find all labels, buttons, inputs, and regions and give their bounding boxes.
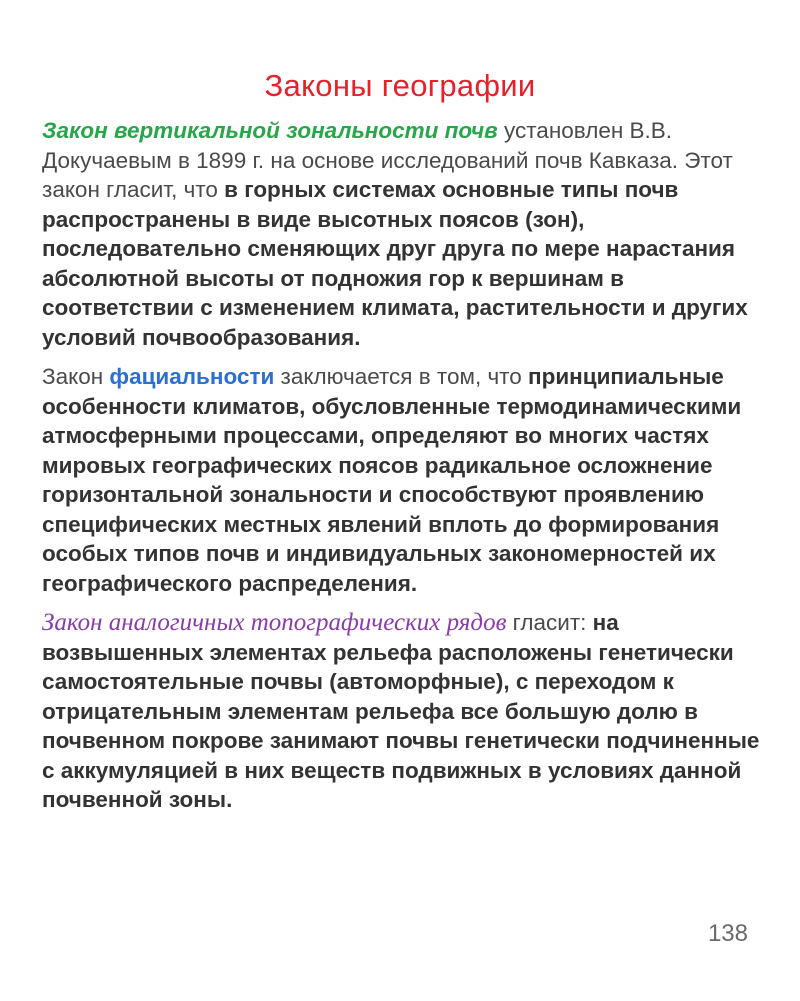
term-faciality: фациальности bbox=[109, 364, 275, 389]
page-number: 138 bbox=[707, 920, 748, 947]
paragraph-vertical-zonality bbox=[42, 116, 762, 352]
paragraph-bold-text: на возвышенных элементах рельефа расположены генетически самостоятельные почвы (автоморфные), с переходом к отрицательным элементам рельефа все большую долю в почвенном покрове занимают почвы генетически подчиненные с аккумуляцией в них веществ подвижных в условиях данной почвенной зоны. bbox=[42, 610, 760, 812]
paragraph-text: гласит: bbox=[506, 610, 593, 635]
page-title: Законы географии bbox=[264, 68, 536, 103]
paragraph-text: установлен В.В. Докучаевым в 1899 г. на основе исследований почв Кавказа. Этот закон гласит, что bbox=[42, 118, 733, 202]
paragraph-bold-text: в горных системах основные типы почв распространены в виде высотных поясов (зон), последовательно сменяющих друг друга по мере нарастания абсолютной высоты от подножия гор к вершинам в соответствии с изменением климата, растительности и других условий почвообразования. bbox=[42, 177, 748, 350]
term-vertical-zonality: Закон вертикальной зональности почв bbox=[42, 118, 498, 143]
term-topographic-series: Закон аналогичных топографических рядов bbox=[42, 609, 507, 636]
paragraph-text: заключается в том, что bbox=[274, 364, 529, 389]
text-body bbox=[42, 116, 762, 825]
paragraph-faciality bbox=[42, 362, 762, 598]
paragraph-bold-text: принципиальные особенности климатов, обусловленные термодинамическими атмосферными процессами, определяют во многих частях мировых географических поясов радикальное осложнение горизонтальной зональности и способствуют проявлению специфических местных явлений вплоть до формирования особых типов почв и индивидуальных закономерностей их географического распределения. bbox=[42, 364, 742, 596]
paragraph-topographic-series bbox=[42, 608, 762, 815]
paragraph-lead: Закон bbox=[42, 364, 110, 389]
